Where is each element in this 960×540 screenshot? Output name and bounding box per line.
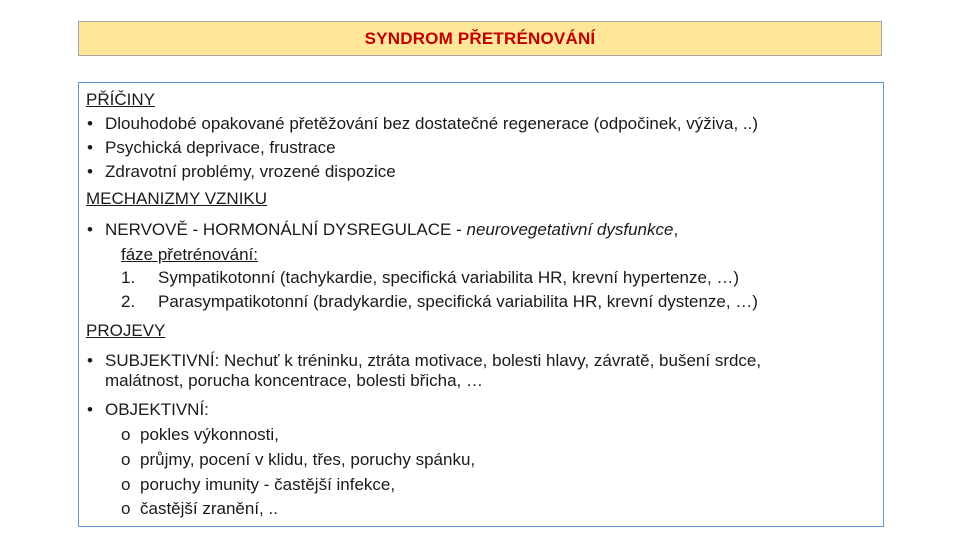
- phase-number: 2.: [121, 292, 136, 311]
- bullet-icon: •: [87, 220, 93, 239]
- objective-item: pokles výkonnosti,: [140, 425, 279, 444]
- manifestations-heading: PROJEVY: [86, 321, 166, 340]
- sub-bullet-icon: o: [121, 425, 131, 444]
- objective-item: častější zranění, ..: [140, 499, 278, 518]
- content-box: [78, 82, 884, 527]
- bullet-icon: •: [87, 351, 93, 370]
- mechanisms-heading: MECHANIZMY VZNIKU: [86, 189, 268, 208]
- sub-bullet-icon: o: [121, 475, 131, 494]
- sub-bullet-icon: o: [121, 450, 131, 469]
- subjective-line: SUBJEKTIVNÍ: Nechuť k tréninku, ztráta motivace, bolesti hlavy, závratě, bušení srdce,: [105, 351, 762, 370]
- bullet-icon: •: [87, 138, 93, 157]
- mechanisms-item: [105, 220, 678, 240]
- objective-item: poruchy imunity - častější infekce,: [140, 475, 396, 494]
- mechanisms-item-main: NERVOVĚ - HORMONÁLNÍ DYSREGULACE -: [105, 220, 467, 239]
- causes-heading: PŘÍČINY: [86, 90, 155, 109]
- phases-label: fáze přetrénování:: [121, 245, 259, 264]
- mechanisms-item-tail: ,: [673, 220, 679, 239]
- phase-text: Parasympatikotonní (bradykardie, specifická variabilita HR, krevní dystenze, …): [158, 292, 758, 311]
- phase-text: Sympatikotonní (tachykardie, specifická variabilita HR, krevní hypertenze, …): [158, 268, 740, 287]
- mechanisms-item-italic: neurovegetativní dysfunkce: [466, 220, 674, 239]
- subjective-line-cont: malátnost, porucha koncentrace, bolesti břicha, …: [105, 371, 483, 390]
- bullet-icon: •: [87, 162, 93, 181]
- objective-label: OBJEKTIVNÍ:: [105, 400, 209, 419]
- title-banner: [78, 21, 882, 56]
- page-title: SYNDROM PŘETRÉNOVÁNÍ: [364, 28, 596, 48]
- causes-item: Psychická deprivace, frustrace: [105, 138, 336, 157]
- causes-item: Dlouhodobé opakované přetěžování bez dostatečné regenerace (odpočinek, výživa, ..): [105, 114, 759, 133]
- phase-number: 1.: [121, 268, 136, 287]
- causes-item: Zdravotní problémy, vrozené dispozice: [105, 162, 396, 181]
- bullet-icon: •: [87, 400, 93, 419]
- objective-item: průjmy, pocení v klidu, třes, poruchy spánku,: [140, 450, 476, 469]
- sub-bullet-icon: o: [121, 499, 131, 518]
- bullet-icon: •: [87, 114, 93, 133]
